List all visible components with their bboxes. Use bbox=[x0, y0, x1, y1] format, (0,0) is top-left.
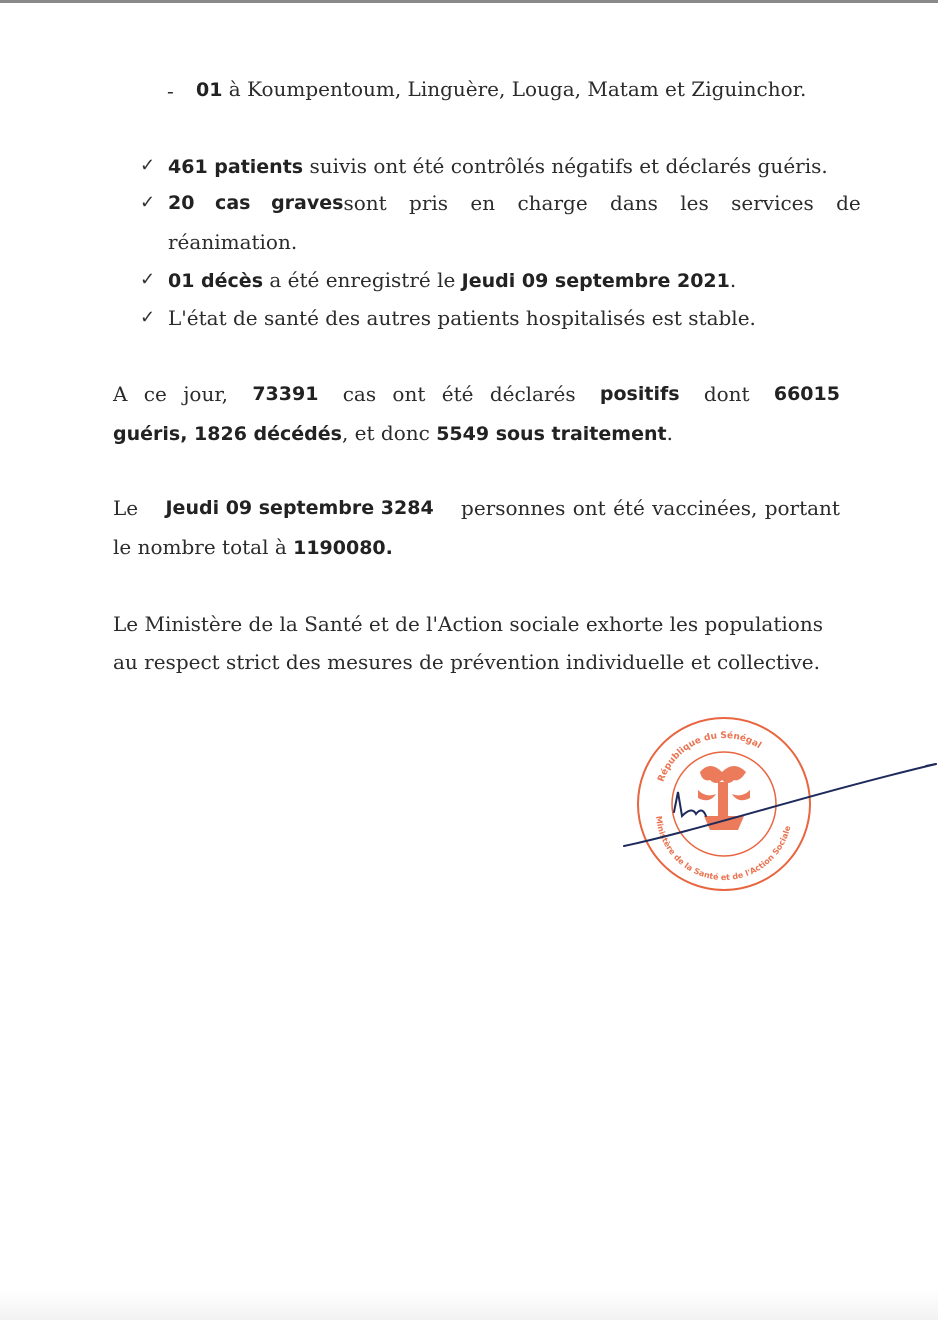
check-item-2-text: sont pris en charge dans les services de bbox=[343, 191, 861, 215]
dash-item-text: à Koumpentoum, Linguère, Louga, Matam et Ziguinchor. bbox=[222, 77, 807, 101]
dash-item-bold: 01 bbox=[196, 79, 223, 101]
vaccination-total: 1190080. bbox=[293, 537, 393, 559]
summary-positifs: positifs bbox=[599, 383, 680, 405]
check-item-2-bold: 20 cas graves bbox=[168, 192, 344, 214]
summary-text: , et donc bbox=[341, 421, 437, 445]
check-icon: ✓ bbox=[140, 269, 156, 290]
closing-line-1: Le Ministère de la Santé et de l'Action sociale exhorte les populations bbox=[113, 612, 823, 636]
check-item-3 bbox=[168, 268, 736, 293]
check-item-3-date: Jeudi 09 septembre 2021 bbox=[461, 270, 730, 292]
check-item-4: L'état de santé des autres patients hospitalisés est stable. bbox=[168, 306, 756, 330]
check-item-2 bbox=[168, 191, 861, 215]
check-item-3-text: a été enregistré le bbox=[263, 268, 462, 292]
summary-recovered-count: 66015 bbox=[773, 383, 840, 405]
vaccination-line-2 bbox=[113, 535, 393, 560]
check-item-1-bold: 461 patients bbox=[168, 156, 304, 178]
check-item-1-text: suivis ont été contrôlés négatifs et déclarés guéris. bbox=[303, 154, 828, 178]
vaccination-text: le nombre total à bbox=[113, 535, 294, 559]
vaccination-text: personnes ont été vaccinées, portant bbox=[461, 496, 840, 520]
dash-bullet: - bbox=[167, 79, 174, 103]
check-item-3-bold: 01 décès bbox=[168, 270, 263, 292]
summary-line-1 bbox=[113, 382, 840, 406]
vaccination-date-count: Jeudi 09 septembre 3284 bbox=[165, 497, 434, 519]
check-item-2-cont: réanimation. bbox=[168, 230, 298, 254]
stamp-ring-bottom: Ministère de la Santé et de l'Action Sociale bbox=[654, 815, 793, 883]
vaccination-line-1 bbox=[113, 496, 840, 520]
summary-under-treatment: 5549 sous traitement bbox=[436, 423, 667, 445]
summary-text: . bbox=[666, 421, 673, 445]
signature bbox=[624, 764, 936, 846]
summary-text: cas ont été déclarés bbox=[342, 382, 576, 406]
page-bottom-shade bbox=[0, 1290, 938, 1320]
check-item-1 bbox=[168, 154, 828, 179]
summary-text: A ce jour, bbox=[113, 382, 229, 406]
summary-recovered-deaths: guéris, 1826 décédés bbox=[113, 423, 342, 445]
dash-item bbox=[196, 77, 806, 102]
check-item-3-end: . bbox=[729, 268, 737, 292]
summary-line-2 bbox=[113, 421, 673, 446]
closing-line-2: au respect strict des mesures de prévention individuelle et collective. bbox=[113, 650, 820, 674]
summary-text: dont bbox=[703, 382, 750, 406]
check-icon: ✓ bbox=[140, 192, 156, 213]
summary-positive-count: 73391 bbox=[252, 383, 319, 405]
check-icon: ✓ bbox=[140, 155, 156, 176]
vaccination-text: Le bbox=[113, 496, 139, 520]
check-icon: ✓ bbox=[140, 307, 156, 328]
official-stamp bbox=[620, 712, 938, 892]
stamp-ring-top: République du Sénégal bbox=[656, 730, 763, 784]
